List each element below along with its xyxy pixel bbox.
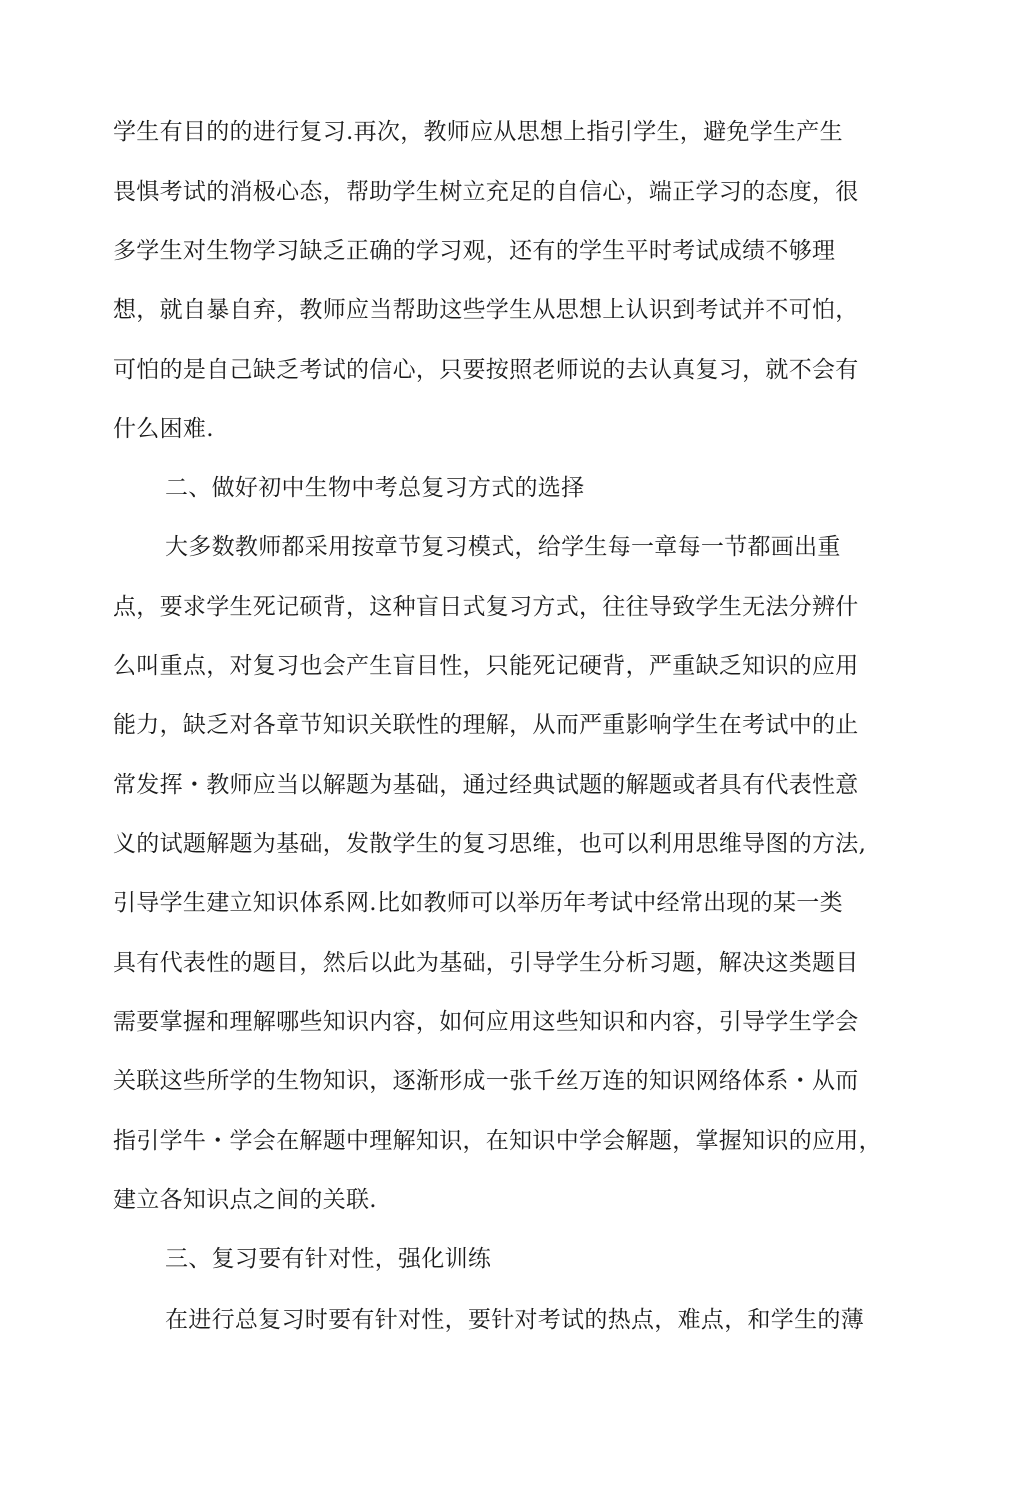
text-line: 在进行总复习时要有针对性，要针对考试的热点，难点，和学生的薄 [165, 1307, 864, 1333]
text-line: 学生有目的的进行复习.再次，教师应从思想上指引学生，避免学生产生 [113, 119, 843, 145]
text-line: 畏惧考试的消极心态，帮助学生树立充足的自信心，端正学习的态度，很 [113, 179, 859, 205]
text-line: 点，要求学生死记硕背，这种盲日式复习方式，往往导致学生无法分辨什 [113, 594, 859, 620]
text-line: 可怕的是自己缺乏考试的信心，只要按照老师说的去认真复习，就不会有 [113, 357, 859, 383]
text-line: 指引学牛・学会在解题中理解知识，在知识中学会解题，掌握知识的应用， [113, 1128, 882, 1154]
text-line: 想，就自暴自弃，教师应当帮助这些学生从思想上认识到考试并不可怕， [113, 297, 859, 323]
text-line: 引导学生建立知识体系网.比如教师可以举历年考试中经常出现的某一类 [113, 890, 843, 916]
text-line: 么叫重点，对复习也会产生盲目性，只能死记硬背，严重缺乏知识的应用 [113, 653, 859, 679]
text-line: 建立各知识点之间的关联. [113, 1187, 377, 1213]
section-heading: 二、做好初中生物中考总复习方式的选择 [165, 475, 585, 501]
text-line: 能力，缺乏对各章节知识关联性的理解，从而严重影响学生在考试中的止 [113, 712, 859, 738]
text-line: 关联这些所学的生物知识，逐渐形成一张千丝万连的知识网络体系・从而 [113, 1068, 859, 1094]
text-line: 需要掌握和理解哪些知识内容，如何应用这些知识和内容，引导学生学会 [113, 1009, 859, 1035]
section-heading: 三、复习要有针对性，强化训练 [165, 1246, 492, 1272]
text-line: 大多数教师都采用按章节复习模式，给学生每一章每一节都画出重 [165, 534, 841, 560]
text-line: 多学生对生物学习缺乏正确的学习观，还有的学生平时考试成绩不够理 [113, 238, 836, 264]
text-line: 义的试题解题为基础，发散学生的复习思维，也可以利用思维导图的方法, [113, 831, 867, 857]
text-line: 具有代表性的题目，然后以此为基础，引导学生分析习题，解决这类题目 [113, 950, 859, 976]
text-line: 什么困难. [113, 416, 214, 442]
text-line: 常发挥・教师应当以解题为基础，通过经典试题的解题或者具有代表性意 [113, 772, 859, 798]
